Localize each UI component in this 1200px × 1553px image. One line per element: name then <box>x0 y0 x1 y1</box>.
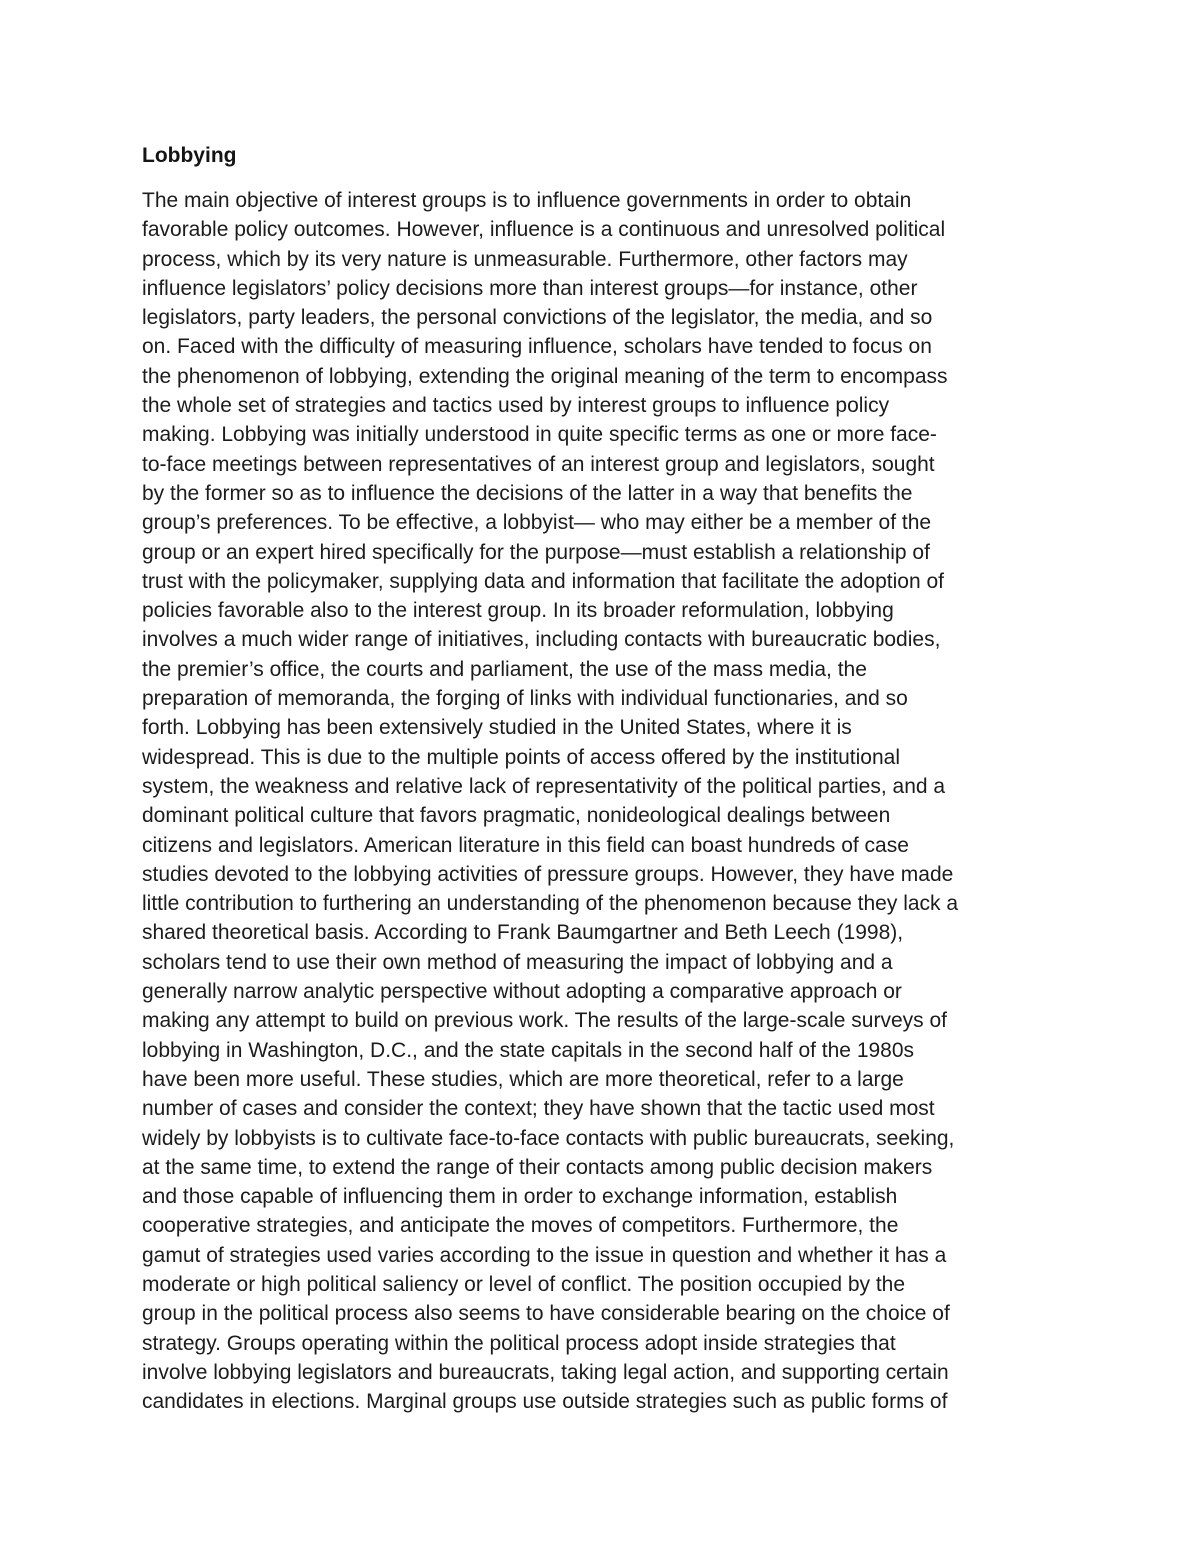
body-line: generally narrow analytic perspective without adopting a comparative approach or <box>142 980 902 1004</box>
body-line: number of cases and consider the context; they have shown that the tactic used most <box>142 1097 935 1121</box>
body-line: process, which by its very nature is unmeasurable. Furthermore, other factors may <box>142 247 908 271</box>
body-line: widespread. This is due to the multiple points of access offered by the institutional <box>142 745 900 769</box>
body-line: at the same time, to extend the range of their contacts among public decision makers <box>142 1155 933 1179</box>
body-line: forth. Lobbying has been extensively studied in the United States, where it is <box>142 716 852 740</box>
body-line: cooperative strategies, and anticipate the moves of competitors. Furthermore, the <box>142 1214 899 1238</box>
body-line: citizens and legislators. American literature in this field can boast hundreds of case <box>142 833 909 857</box>
body-line: making any attempt to build on previous work. The results of the large-scale surveys of <box>142 1009 948 1033</box>
body-line: candidates in elections. Marginal groups use outside strategies such as public forms of <box>142 1390 948 1414</box>
body-line: group’s preferences. To be effective, a lobbyist— who may either be a member of the <box>142 511 932 535</box>
body-line: moderate or high political saliency or level of conflict. The position occupied by the <box>142 1272 906 1296</box>
body-line: group in the political process also seems to have considerable bearing on the choice of <box>142 1302 950 1326</box>
body-line: making. Lobbying was initially understood in quite specific terms as one or more face- <box>142 423 937 447</box>
body-line: The main objective of interest groups is to influence governments in order to obtain <box>142 189 912 212</box>
document-body <box>142 186 1062 1416</box>
body-line: legislators, party leaders, the personal convictions of the legislator, the media, and so <box>142 306 933 330</box>
body-line: favorable policy outcomes. However, influence is a continuous and unresolved political <box>142 218 946 242</box>
body-line: involve lobbying legislators and bureaucrats, taking legal action, and supporting certain <box>142 1360 949 1384</box>
body-line: little contribution to furthering an understanding of the phenomenon because they lack a <box>142 892 959 916</box>
body-line: lobbying in Washington, D.C., and the state capitals in the second half of the 1980s <box>142 1038 915 1062</box>
body-line: the phenomenon of lobbying, extending the original meaning of the term to encompass <box>142 364 948 388</box>
body-line: gamut of strategies used varies according to the issue in question and whether it has a <box>142 1243 947 1267</box>
body-line: dominant political culture that favors pragmatic, nonideological dealings between <box>142 804 891 828</box>
body-line: on. Faced with the difficulty of measuring influence, scholars have tended to focus on <box>142 335 932 359</box>
body-line: the premier’s office, the courts and parliament, the use of the mass media, the <box>142 657 867 681</box>
body-line: system, the weakness and relative lack of representativity of the political parties, and a <box>142 774 946 798</box>
body-line: and those capable of influencing them in order to exchange information, establish <box>142 1185 898 1209</box>
body-line: have been more useful. These studies, which are more theoretical, refer to a large <box>142 1067 904 1091</box>
body-line: preparation of memoranda, the forging of links with individual functionaries, and so <box>142 687 908 711</box>
body-line: the whole set of strategies and tactics used by interest groups to influence policy <box>142 394 890 418</box>
body-line: policies favorable also to the interest group. In its broader reformulation, lobbying <box>142 599 894 623</box>
body-line: scholars tend to use their own method of measuring the impact of lobbying and a <box>142 950 893 974</box>
body-line: studies devoted to the lobbying activities of pressure groups. However, they have made <box>142 862 954 886</box>
document-title: Lobbying <box>142 144 237 167</box>
body-line: involves a much wider range of initiatives, including contacts with bureaucratic bodies, <box>142 628 941 652</box>
body-line: to-face meetings between representatives of an interest group and legislators, sought <box>142 452 935 476</box>
body-line: strategy. Groups operating within the political process adopt inside strategies that <box>142 1331 896 1355</box>
body-line: widely by lobbyists is to cultivate face-to-face contacts with public bureaucrats, seeking, <box>142 1126 955 1150</box>
body-line: by the former so as to influence the decisions of the latter in a way that benefits the <box>142 481 913 505</box>
body-line: trust with the policymaker, supplying data and information that facilitate the adoption of <box>142 569 944 593</box>
body-line: influence legislators’ policy decisions more than interest groups—for instance, other <box>142 276 918 300</box>
body-line: shared theoretical basis. According to Frank Baumgartner and Beth Leech (1998), <box>142 921 904 945</box>
body-line: group or an expert hired specifically for the purpose—must establish a relationship of <box>142 540 930 564</box>
